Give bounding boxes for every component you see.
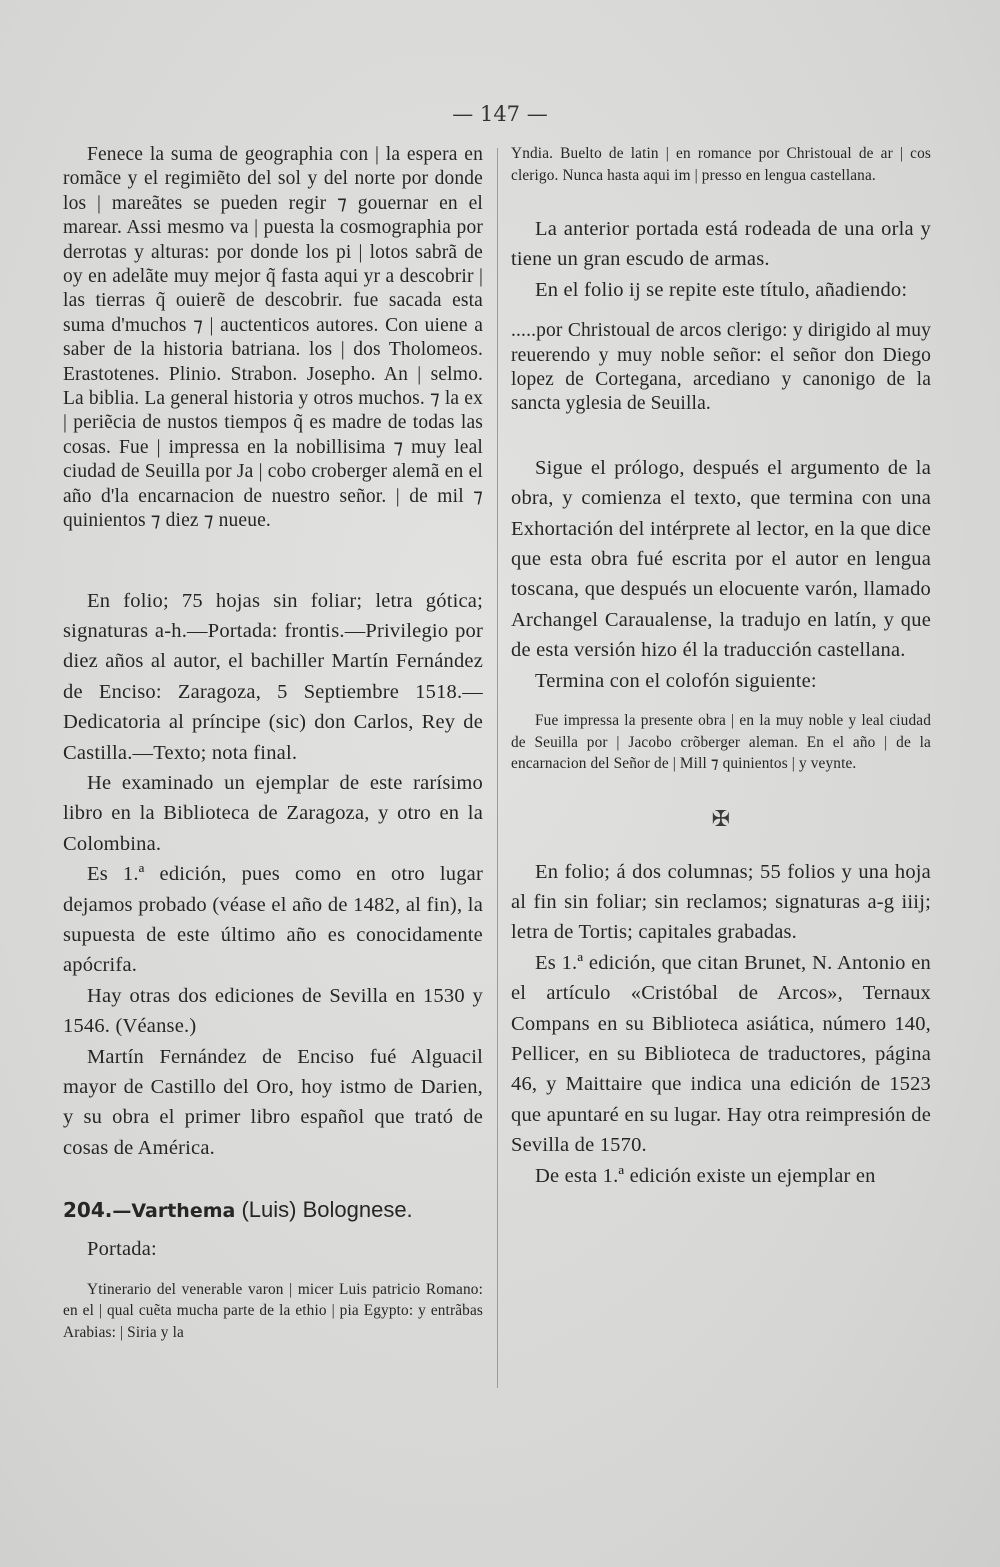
title-block-text: Ytinerario del venerable varon | micer Luis patricio Romano: en el | qual cuẽta mucha parte de la ethio | pia Egypto: y entrãbas Arabias: | Siria y la bbox=[63, 1280, 483, 1341]
description-paragraph: En folio; 75 hojas sin foliar; letra gótica; signaturas a-h.—Portada: frontis.—Privilegio por diez años al autor, el bachiller Martín Fernández de Enciso: Zaragoza, 5 Septiembre 1518.—Dedicatoria al príncipe (sic) don Carlos, Rey de Castilla.—Texto; nota final. bbox=[63, 589, 483, 764]
entry-heading bbox=[63, 1195, 483, 1226]
orla-paragraph: La anterior portada está rodeada de una orla y tiene un gran escudo de armas. bbox=[511, 218, 931, 271]
author-paragraph: Martín Fernández de Enciso fué Alguacil mayor de Castillo del Oro, hoy istmo de Darien, y su obra el primer libro español que trató de cosas de América. bbox=[63, 1045, 483, 1159]
folio-description-paragraph: En folio; á dos columnas; 55 folios y una hoja al fin sin foliar; sin reclamos; signaturas a-g iiij; letra de Tortis; capitales grabadas. bbox=[511, 860, 931, 944]
brunet-paragraph: Es 1.ª edición, que citan Brunet, N. Antonio en el artículo «Cristóbal de Arcos», Ternaux Compans en su Biblioteca asiática, número 140, Pellicer, en su Biblioteca de traductores, página 46, y Maittaire que indica una edición de 1523 que apuntaré en su lugar. Hay otra reimpresión de Sevilla de 1570. bbox=[511, 951, 931, 1157]
second-colophon-text: Fue impressa la presente obra | en la muy noble y leal ciudad de Seuilla por | Jacobo crõberger aleman. En el año | de la encarnacion del Señor de | Mill ⁊ quinientos | y veynte. bbox=[511, 712, 931, 773]
column-divider bbox=[497, 148, 498, 1388]
entry-name: —Varthema bbox=[112, 1200, 236, 1223]
examined-paragraph: He examinado un ejemplar de este rarísimo libro en la Biblioteca de Zaragoza, y otro en la Colombina. bbox=[63, 771, 483, 855]
other-editions-paragraph: Hay otras dos ediciones de Sevilla en 1530 y 1546. (Véanse.) bbox=[63, 984, 483, 1038]
prologo-paragraph: Sigue el prólogo, después el argumento de la obra, y comienza el texto, que termina con una Exhortación del intérprete al lector, en la que dice que esta obra fué escrita por el autor en lengua toscana, que después un elocuente varón, llamado Archangel Caraualense, la tradujo en latín, y que de esta versión hizo él la traducción castellana. bbox=[511, 456, 931, 662]
title-block-continuation: Yndia. Buelto de latin | en romance por Christoual de ar | cos clerigo. Nunca hasta aqui im | presso en lengua castellana. bbox=[511, 145, 931, 184]
addition-text: .....por Christoual de arcos clerigo: y dirigido al muy reuerendo y muy noble señor: el señor don Diego lopez de Cortegana, arcediano y canonigo de la sancta yglesia de Seuilla. bbox=[511, 320, 931, 415]
right-column bbox=[511, 143, 931, 1191]
folio-ij-paragraph: En el folio ij se repite este título, añadiendo: bbox=[535, 278, 908, 301]
colophon-text: Fenece la suma de geographia con | la espera en romãce y el regimiẽto del sol y del norte por donde los | mareãtes se pueden regir ⁊ gouernar en el marear. Assi mesmo va | puesta la cosmographia por derrotas y alturas: por donde los pi | lotos sabrã de oy en adelãte muy mejor q̃ fasta aqui yr a descobrir | las tierras q̃ ouierẽ de descobrir. fue sacada esta suma d'muchos ⁊ | auctenticos autores. Con uiene a saber de la historia batriana. los | dos Tholomeos. Erastotenes. Plinio. Strabon. Josepho. An | selmo. La biblia. La general historia y otros muchos. ⁊ la ex | periẽcia de nustos tiempos q̃ es madre de todas las cosas. Fue | impressa en la nobillisima ⁊ muy leal ciudad de Seuilla por Ja | cobo croberger alemã en el año d'la encarnacion de nuestro señor. | de mil ⁊ quinientos ⁊ diez ⁊ nueue. bbox=[63, 144, 483, 532]
entry-rest: (Luis) Bolognese. bbox=[235, 1197, 413, 1223]
entry-number: 204. bbox=[63, 1198, 113, 1223]
left-column bbox=[63, 143, 483, 1343]
page-number: — 147 — bbox=[452, 102, 548, 126]
cross-ornament-icon: ✠ bbox=[711, 806, 731, 832]
termina-paragraph: Termina con el colofón siguiente: bbox=[535, 669, 817, 692]
portada-label: Portada: bbox=[87, 1238, 157, 1261]
last-paragraph: De esta 1.ª edición existe un ejemplar en bbox=[535, 1164, 876, 1187]
first-edition-paragraph: Es 1.ª edición, pues como en otro lugar dejamos probado (véase el año de 1482, al fin), la supuesta de este último año es conocidamente apócrifa. bbox=[63, 863, 483, 977]
